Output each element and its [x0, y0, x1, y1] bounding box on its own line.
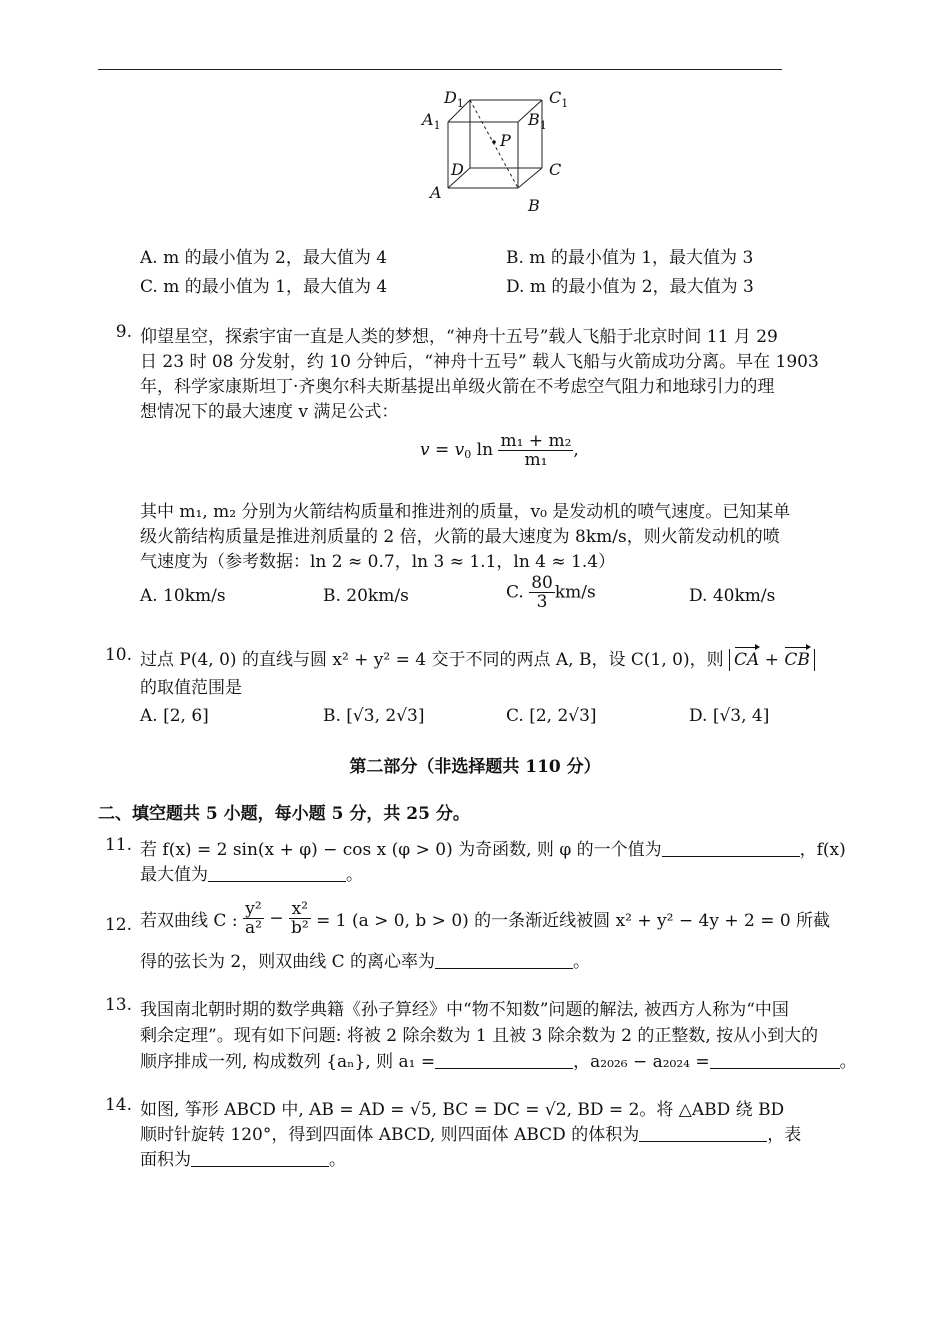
q9-line-7: 气速度为（参考数据：ln 2 ≈ 0.7，ln 3 ≈ 1.1，ln 4 ≈ 1.4） — [140, 552, 616, 572]
q9-line-5: 其中 m₁, m₂ 分别为火箭结构质量和推进剂的质量，v₀ 是发动机的喷气速度。已知某单 — [140, 502, 791, 522]
label-d1: $D_1$ — [444, 88, 464, 111]
q8-option-d: D. m 的最小值为 2，最大值为 3 — [506, 277, 754, 297]
q13-blank-2[interactable] — [710, 1052, 840, 1069]
label-c1: $C_1$ — [549, 88, 569, 111]
label-b: B — [528, 196, 540, 215]
q14-blank-2[interactable] — [191, 1150, 329, 1167]
q9-line-3: 年，科学家康斯坦丁·齐奥尔科夫斯基提出单级火箭在不考虑空气阻力和地球引力的理 — [140, 377, 775, 397]
q14-line-3: 面积为 。 — [140, 1150, 346, 1170]
q9-formula-denominator: m₁ — [524, 450, 548, 470]
q11-line-2: 最大值为 。 — [140, 865, 363, 885]
q10-line-2: 的取值范围是 — [140, 678, 242, 698]
q9-option-d: D. 40km/s — [689, 586, 776, 606]
q13-line-3: 顺序排成一列, 构成数列 {aₙ}, 则 a₁ = ，a₂₀₂₆ − a₂₀₂₄ = 。 — [140, 1052, 857, 1072]
label-a1: $A_1$ — [422, 110, 441, 133]
q11-blank-2[interactable] — [208, 865, 346, 882]
q13-number: 13. — [104, 995, 132, 1015]
q14-line-2: 顺时针旋转 120°，得到四面体 ABCD, 则四面体 ABCD 的体积为 ，表 — [140, 1125, 802, 1145]
q12-blank[interactable] — [435, 952, 573, 969]
q12-line-2: 得的弦长为 2，则双曲线 C 的离心率为 。 — [140, 952, 591, 972]
label-d: D — [451, 160, 464, 179]
q9-option-b: B. 20km/s — [323, 586, 409, 606]
q9-option-a: A. 10km/s — [140, 586, 226, 606]
q9-formula: $v = v_0$ ln $\frac{\text{m₁ + m₂}}{\text{m₁}}$ , — [420, 431, 579, 470]
q9-line-2: 日 23 时 08 分发射，约 10 分钟后，“神舟十五号” 载人飞船与火箭成功分离。早在 1903 — [140, 352, 819, 372]
q13-line-2: 剩余定理”。现有如下问题: 将被 2 除余数为 1 且被 3 除余数为 2 的正整数, 按从小到大的 — [140, 1026, 819, 1046]
q9-number: 9. — [115, 322, 132, 342]
q14-line-1: 如图, 筝形 ABCD 中, AB = AD = √5, BC = DC = √2, BD = 2。将 △ABD 绕 BD — [140, 1100, 785, 1120]
q11-number: 11. — [104, 835, 132, 855]
q10-option-c: C. [2, 2√3] — [506, 706, 597, 726]
point-p — [492, 140, 496, 144]
label-a: A — [430, 183, 442, 202]
q12-number: 12. — [104, 915, 132, 935]
q10-option-b: B. [√3, 2√3] — [323, 706, 425, 726]
q13-blank-1[interactable] — [435, 1052, 573, 1069]
q10-vector-sum: CA + CB — [729, 649, 815, 671]
label-c: C — [549, 160, 562, 179]
label-p: P — [500, 131, 511, 150]
q10-option-d: D. [√3, 4] — [689, 706, 770, 726]
q10-number: 10. — [104, 645, 132, 665]
q9-formula-numerator: m₁ + m₂ — [500, 431, 572, 451]
q8-option-c: C. m 的最小值为 1，最大值为 4 — [140, 277, 388, 297]
q9-line-4: 想情况下的最大速度 v 满足公式： — [140, 402, 399, 422]
section2-title: 二、填空题共 5 小题，每小题 5 分，共 25 分。 — [98, 804, 470, 824]
q11-line-1: 若 f(x) = 2 sin(x + φ) − cos x (φ > 0) 为奇函数, 则 φ 的一个值为 ，f(x) — [140, 840, 846, 860]
q14-number: 14. — [104, 1095, 132, 1115]
header-rule — [98, 69, 782, 70]
q9-line-1: 仰望星空，探索宇宙一直是人类的梦想，“神舟十五号”载人飞船于北京时间 11 月 29 — [140, 327, 778, 347]
q13-line-1: 我国南北朝时期的数学典籍《孙子算经》中“物不知数”问题的解法, 被西方人称为“中国 — [140, 1000, 789, 1020]
q11-blank-1[interactable] — [662, 840, 800, 857]
label-b1: $B_1$ — [528, 110, 547, 133]
q12-line-1: 若双曲线 C : $\frac{\text{y²}}{\text{a²}}$ − $\frac{\text{x²}}{\text{b²}}$ = 1 (a > 0, b > 0) 的一条渐近线被圆 x² + y² − 4y + 2 = 0 所截 — [140, 899, 831, 938]
q8-option-a: A. m 的最小值为 2，最大值为 4 — [140, 248, 388, 268]
q9-option-c: C. $\frac{80}{3}$ km/s — [506, 573, 596, 612]
q10-option-a: A. [2, 6] — [140, 706, 209, 726]
part2-title: 第二部分（非选择题共 110 分） — [349, 757, 601, 777]
q9-line-6: 级火箭结构质量是推进剂质量的 2 倍，火箭的最大速度为 8km/s，则火箭发动机的喷 — [140, 527, 780, 547]
q14-blank-1[interactable] — [639, 1125, 767, 1142]
edge-b-c — [518, 168, 542, 188]
q10-line-1: 过点 P(4, 0) 的直线与圆 x² + y² = 4 交于不同的两点 A, B，设 C(1, 0)，则 CA + CB — [140, 645, 815, 671]
q8-option-b: B. m 的最小值为 1，最大值为 3 — [506, 248, 754, 268]
